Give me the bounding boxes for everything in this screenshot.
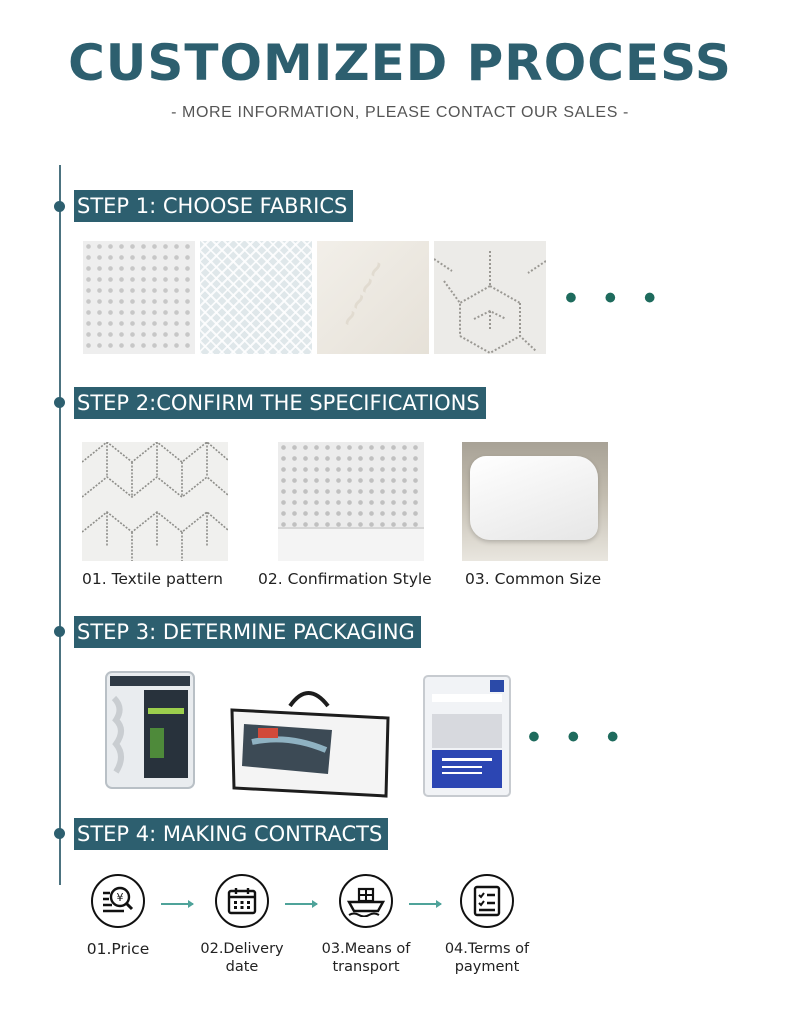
packaging-handle-bag bbox=[228, 684, 392, 802]
contract-item-payment-line2: payment bbox=[454, 959, 520, 975]
contract-item-delivery bbox=[187, 940, 297, 976]
contract-item-delivery-line2: date bbox=[225, 959, 259, 975]
calendar-icon bbox=[215, 874, 269, 928]
white-pillow bbox=[470, 456, 598, 540]
fabric-swatch-dotted bbox=[83, 241, 195, 354]
caption-textile-pattern: 01. Textile pattern bbox=[82, 570, 223, 588]
timeline-dot-step-3 bbox=[54, 626, 65, 637]
timeline-dot-step-1 bbox=[54, 201, 65, 212]
cargo-ship-glyph bbox=[347, 885, 385, 917]
contract-item-delivery-line1: 02.Delivery bbox=[200, 941, 284, 957]
textile-pattern-photo bbox=[82, 442, 228, 561]
contract-item-transport-line1: 03.Means of bbox=[321, 941, 411, 957]
caption-common-size: 03. Common Size bbox=[465, 570, 602, 588]
fabric-swatch-embossed bbox=[317, 241, 429, 354]
contract-item-payment bbox=[432, 940, 542, 976]
contract-item-transport bbox=[311, 940, 421, 976]
triangle-pattern bbox=[82, 442, 228, 561]
step-1-heading: STEP 1: CHOOSE FABRICS bbox=[74, 190, 353, 222]
more-fabrics-indicator: • • • bbox=[565, 279, 665, 317]
timeline-dot-step-4 bbox=[54, 828, 65, 839]
common-size-photo bbox=[462, 442, 608, 561]
pillow-edge bbox=[278, 527, 424, 561]
page-title: CUSTOMIZED PROCESS bbox=[68, 34, 732, 92]
step-4-heading: STEP 4: MAKING CONTRACTS bbox=[74, 818, 388, 850]
calendar-glyph bbox=[226, 885, 258, 917]
cargo-ship-icon bbox=[339, 874, 393, 928]
embossed-pattern: ~~~~ bbox=[332, 253, 395, 333]
caption-confirmation-style: 02. Confirmation Style bbox=[258, 570, 432, 588]
fabric-swatch-mesh bbox=[200, 241, 312, 354]
svg-text:¥: ¥ bbox=[116, 891, 124, 904]
more-packaging-indicator: • • • bbox=[528, 718, 628, 756]
flow-arrow-1 bbox=[161, 903, 193, 905]
contract-item-price bbox=[63, 940, 173, 958]
zip-bag-illustration bbox=[104, 668, 196, 792]
flow-arrow-2 bbox=[285, 903, 317, 905]
checklist-glyph bbox=[472, 885, 502, 917]
fabric-swatch-geometric bbox=[434, 241, 546, 354]
packaging-insert-card bbox=[422, 674, 512, 798]
contract-item-transport-line2: transport bbox=[332, 959, 400, 975]
page-subtitle: - MORE INFORMATION, PLEASE CONTACT OUR SALES - bbox=[171, 104, 629, 121]
price-search-icon bbox=[91, 874, 145, 928]
packaging-zip-bag bbox=[104, 668, 196, 792]
flow-arrow-3 bbox=[409, 903, 441, 905]
geometric-pattern bbox=[434, 241, 546, 354]
confirmation-style-photo bbox=[278, 442, 424, 561]
contract-item-payment-line1: 04.Terms of bbox=[444, 941, 530, 957]
insert-card-illustration bbox=[422, 674, 512, 798]
step-2-heading: STEP 2:CONFIRM THE SPECIFICATIONS bbox=[74, 387, 486, 419]
timeline-line bbox=[59, 165, 61, 885]
price-search-glyph bbox=[100, 883, 136, 919]
step-3-heading: STEP 3: DETERMINE PACKAGING bbox=[74, 616, 421, 648]
handle-bag-illustration bbox=[228, 684, 392, 802]
contract-item-price-label: 01.Price bbox=[86, 940, 150, 958]
timeline-dot-step-2 bbox=[54, 397, 65, 408]
checklist-icon bbox=[460, 874, 514, 928]
